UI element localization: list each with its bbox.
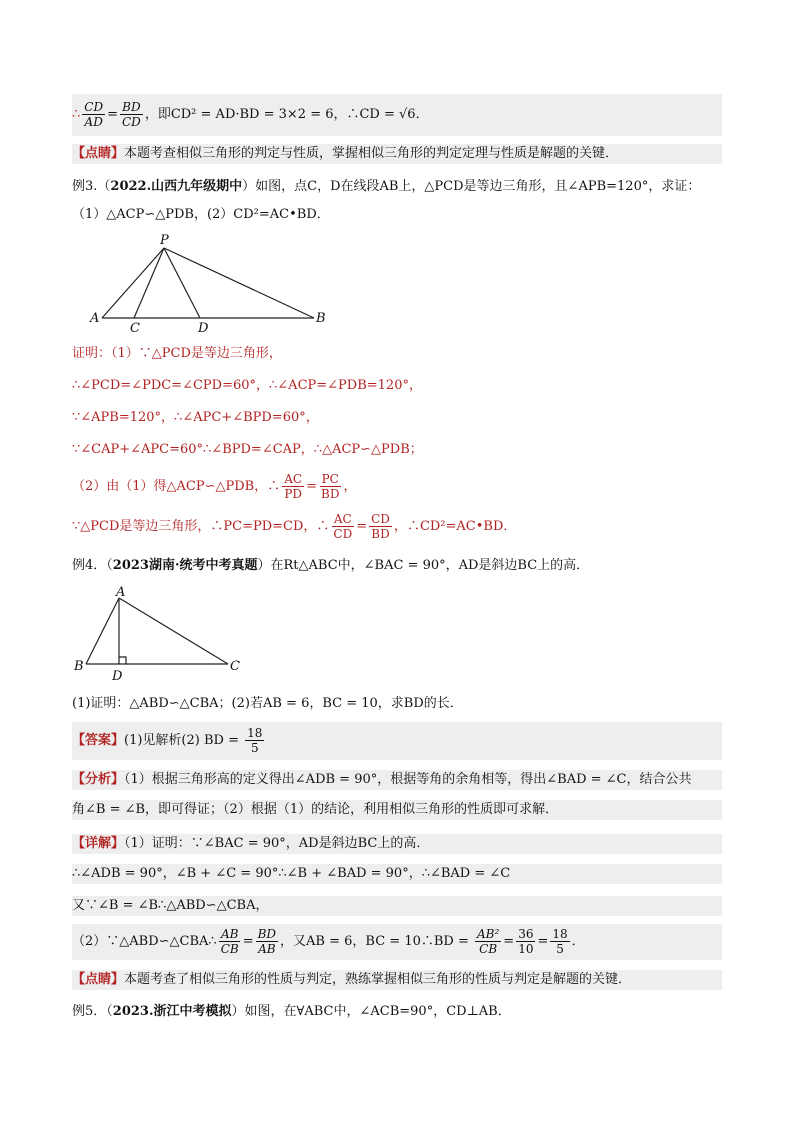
detail-line-2: ∴∠ADB = 90°，∠B + ∠C = 90°∴∠B + ∠BAD = 90°，∴∠BAD = ∠C: [72, 864, 722, 884]
label-b: B: [316, 311, 326, 326]
label-c: C: [230, 659, 240, 674]
label-d: D: [112, 669, 123, 684]
ex4-questions: (1)证明：△ABD∽△CBA；(2)若AB = 6，BC = 10，求BD的长．: [72, 696, 463, 711]
label-d: D: [198, 321, 209, 336]
segment-pc: [134, 248, 164, 318]
analysis-line-2: 角∠B = ∠B，即可得证；（2）根据（1）的结论，利用相似三角形的性质即可求解．: [72, 800, 722, 820]
conclusion-line: ∴ $\frac{CD}{AD}$ = $\frac{BD}{CD}$ ，即CD² = AD·BD = 3×2 = 6，∴CD = √6．: [72, 94, 722, 136]
comment-label: 【点睛】: [72, 972, 125, 987]
segment-pd: [164, 248, 200, 318]
ex4-figure: [72, 584, 252, 684]
right-angle-mark: [119, 657, 126, 664]
label-c: C: [130, 321, 140, 336]
ex5-heading: 例5．（2023.浙江中考模拟）如图，在∀ABC中，∠ACB=90°，CD⊥AB．: [72, 1004, 511, 1019]
ex5-source: 2023.浙江中考模拟: [112, 1004, 232, 1019]
analysis-label: 【分析】: [72, 772, 125, 787]
comment-line: [72, 144, 722, 164]
segment-pb: [164, 248, 314, 318]
answer-line: 【答案】(1)见解析(2) BD = $\frac{18}{5}$: [72, 722, 722, 760]
ex3-statement: ）如图，点C，D在线段AB上，△PCD是等边三角形，且∠APB=120°，求证：: [242, 179, 701, 194]
fraction-cd-ad: $\frac{CD}{AD}$: [84, 100, 104, 129]
ex3-parts: （1）△ACP∽△PDB，(2）CD²=AC•BD．: [72, 207, 330, 222]
ex3-source: 2022.山西九年级期中: [110, 179, 243, 194]
detail-line-3: 又∵∠B = ∠B∴△ABD∽△CBA，: [72, 896, 722, 916]
ex5-statement: ）如图，在∀ABC中，∠ACB=90°，CD⊥AB．: [231, 1004, 511, 1019]
ex4-comment-line: 【点睛】本题考查了相似三角形的性质与判定，熟练掌握相似三角形的性质与判定是解题的关键．: [72, 970, 722, 990]
segment-ac: [119, 598, 228, 664]
label-p: P: [160, 233, 169, 248]
ex3-figure: [88, 232, 338, 337]
proof-line-2: ∴∠PCD=∠PDC=∠CPD=60°，∴∠ACP=∠PDB=120°，: [72, 378, 422, 393]
comment-text: 本题考查相似三角形的判定与性质，掌握相似三角形的判定定理与性质是解题的关键．: [124, 146, 619, 161]
ex4-heading: 例4．（2023湖南·统考中考真题）在Rt△ABC中，∠BAC = 90°，AD是斜边BC上的高．: [72, 558, 590, 573]
label-a: A: [90, 311, 100, 326]
detail-line-4: （2）∵△ABD∽△CBA∴ $\frac{AB}{CB}$ = $\frac{BD}{AB}$ ，又AB = 6，BC = 10∴BD = $\frac{\text{AB²}}{CB}$ = $\frac{36}{10}$ = $\frac{18}{5}$ ．: [72, 924, 722, 960]
analysis-line-1: 【分析】（1）根据三角形高的定义得出∠ADB = 90°，根据等角的余角相等，得出∠BAD = ∠C，结合公共: [72, 770, 722, 790]
ex3-heading: 例3.（2022.山西九年级期中）如图，点C，D在线段AB上，△PCD是等边三角形，且∠APB=120°，求证：: [72, 179, 701, 194]
therefore-symbol: ∴: [72, 107, 81, 122]
label-b: B: [74, 659, 84, 674]
conclusion-text: ，即CD² = AD·BD = 3×2 = 6，∴CD = √6．: [144, 107, 429, 122]
ex4-source: 2023湖南·统考中考真题: [112, 558, 258, 573]
segment-ab: [86, 598, 119, 664]
label-a: A: [116, 585, 126, 600]
segment-pa: [102, 248, 164, 318]
proof-line-3: ∵∠APB=120°，∴∠APC+∠BPD=60°，: [72, 410, 319, 425]
ex4-statement: ）在Rt△ABC中，∠BAC = 90°，AD是斜边BC上的高．: [257, 558, 590, 573]
proof-line-4: ∵∠CAP+∠APC=60°∴∠BPD=∠CAP，∴△ACP∽△PDB；: [72, 442, 423, 457]
answer-label: 【答案】: [72, 733, 125, 748]
detail-label: 【详解】: [72, 836, 125, 851]
proof-line-5: （2）由（1）得△ACP∽△PDB，∴ $\frac{AC}{PD}$ = $\frac{PC}{BD}$ ，: [72, 472, 357, 501]
fraction-bd-cd: $\frac{BD}{CD}$: [122, 100, 141, 129]
proof-line-1: 证明：（1）∵△PCD是等边三角形，: [72, 346, 282, 361]
detail-line-1: 【详解】（1）证明：∵∠BAC = 90°，AD是斜边BC上的高．: [72, 834, 722, 854]
comment-label: 【点睛】: [72, 146, 125, 161]
proof-line-6: ∵△PCD是等边三角形，∴PC=PD=CD，∴ $\frac{AC}{CD}$ = $\frac{CD}{BD}$ ，∴CD²=AC•BD．: [72, 512, 517, 541]
